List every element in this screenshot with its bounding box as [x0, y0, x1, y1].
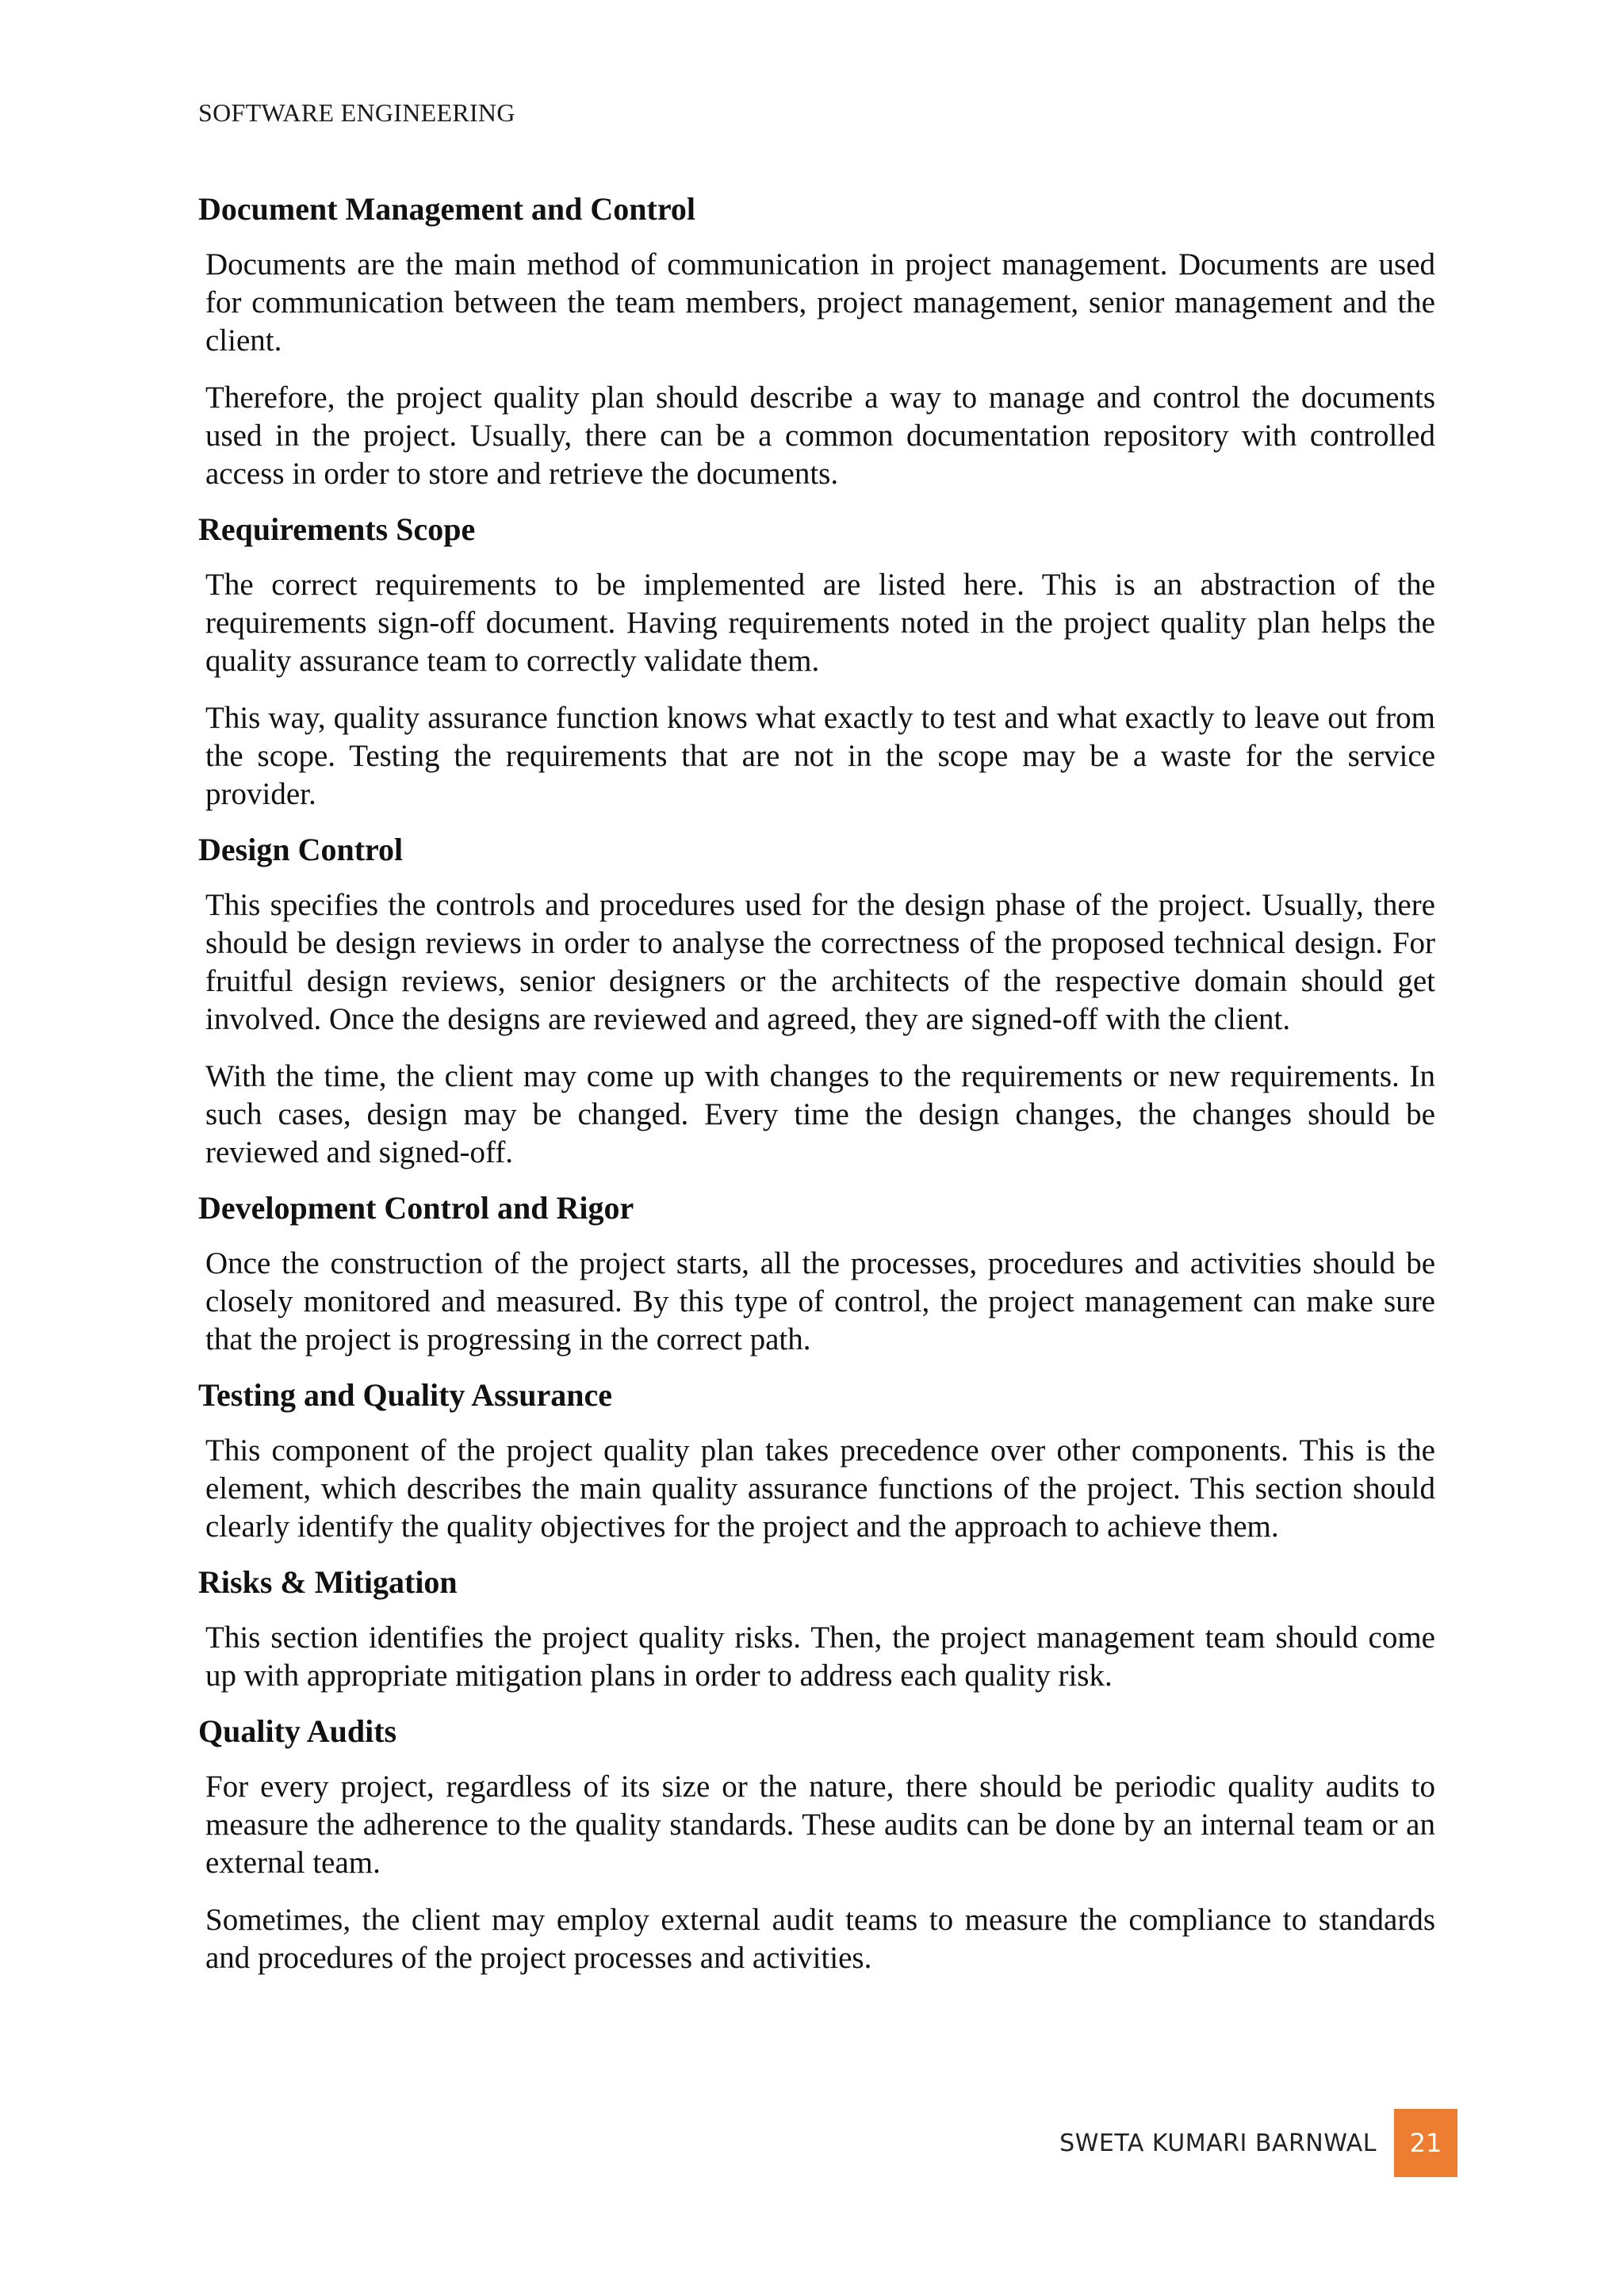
- section-heading: Development Control and Rigor: [198, 1190, 634, 1226]
- paragraph: Therefore, the project quality plan should describe a way to manage and control the documents used in the project. Usually, there can be a common documentation repository with controlled access in order to store and retrieve the documents.: [205, 381, 1435, 491]
- paragraph: This section identifies the project quality risks. Then, the project management team should come up with appropriate mitigation plans in order to address each quality risk.: [205, 1621, 1435, 1693]
- running-header: SOFTWARE ENGINEERING: [198, 98, 515, 127]
- paragraph: This component of the project quality plan takes precedence over other components. This is the element, which describes the main quality assurance functions of the project. This section should clearly identify the quality objectives for the project and the approach to achieve them.: [205, 1433, 1435, 1544]
- page-footer: [1059, 2109, 1457, 2177]
- section-heading: Design Control: [198, 832, 404, 867]
- paragraph: This way, quality assurance function knows what exactly to test and what exactly to leave out from the scope. Testing the requirements that are not in the scope may be a waste for the service provider.: [205, 701, 1435, 811]
- page-number-badge: 21: [1394, 2109, 1457, 2177]
- paragraph: With the time, the client may come up with changes to the requirements or new requirements. In such cases, design may be changed. Every time the design changes, the changes should be reviewed and signed-off.: [205, 1059, 1435, 1169]
- section-heading: Risks & Mitigation: [198, 1564, 458, 1600]
- document-body: [198, 190, 1435, 1995]
- paragraph: Documents are the main method of communication in project management. Documents are used for communication between the team members, project management, senior management and the client.: [205, 247, 1435, 358]
- section-heading: Testing and Quality Assurance: [198, 1377, 612, 1413]
- section-heading: Document Management and Control: [198, 191, 696, 227]
- paragraph: Sometimes, the client may employ external audit teams to measure the compliance to standards and procedures of the project processes and activities.: [205, 1903, 1435, 1975]
- paragraph: This specifies the controls and procedures used for the design phase of the project. Usually, there should be design reviews in order to analyse the correctness of the proposed technical design. For fruitful design reviews, senior designers or the architects of the respective domain should get involved. Once the designs are reviewed and agreed, they are signed-off with the client.: [205, 888, 1435, 1036]
- paragraph: The correct requirements to be implemented are listed here. This is an abstraction of the requirements sign-off document. Having requirements noted in the project quality plan helps the quality assurance team to correctly validate them.: [205, 568, 1435, 678]
- section-heading: Requirements Scope: [198, 511, 476, 547]
- paragraph: Once the construction of the project starts, all the processes, procedures and activities should be closely monitored and measured. By this type of control, the project management can make sure that the project is progressing in the correct path.: [205, 1246, 1435, 1357]
- section-heading: Quality Audits: [198, 1713, 397, 1749]
- footer-author: SWETA KUMARI BARNWAL: [1059, 2129, 1377, 2157]
- paragraph: For every project, regardless of its size or the nature, there should be periodic quality audits to measure the adherence to the quality standards. These audits can be done by an internal team or an external team.: [205, 1770, 1435, 1880]
